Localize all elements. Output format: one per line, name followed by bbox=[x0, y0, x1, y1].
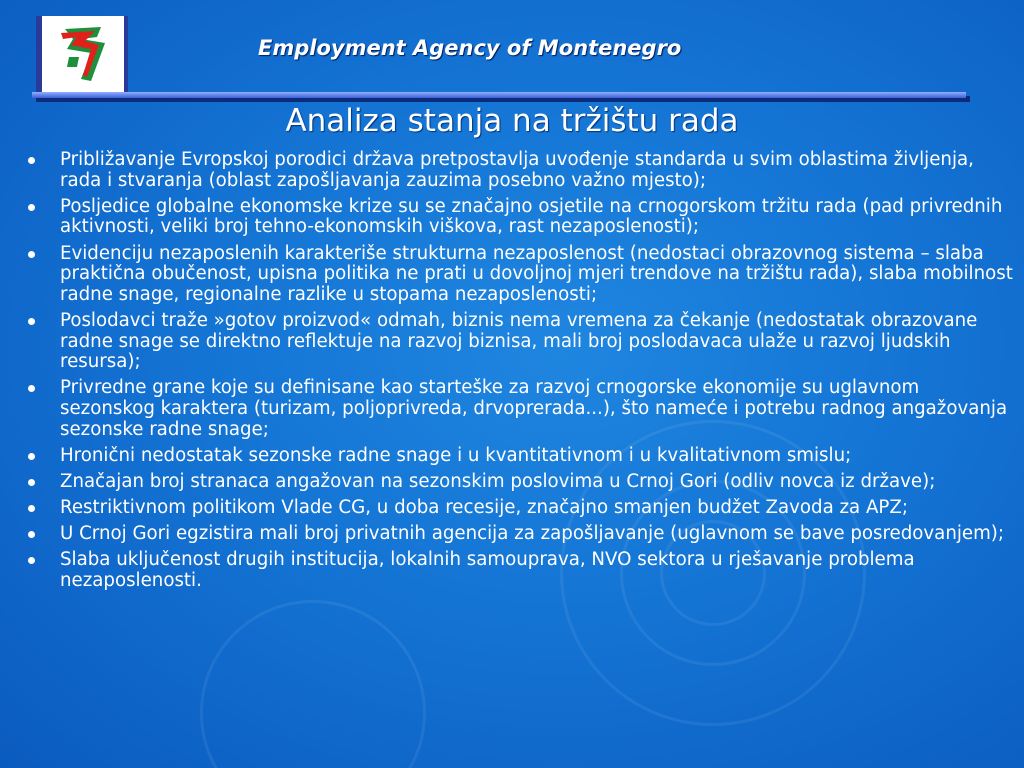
bullet-text: Posljedice globalne ekonomske krize su se značajno osjetile na crnogorskom tržitu rada (pad privrednih aktivnosti, veliki broj tehno-ekonomskih viškova, rast nezaposlenosti); bbox=[60, 195, 1003, 238]
list-item bbox=[24, 446, 1016, 467]
list-item bbox=[24, 524, 1016, 545]
bullet-text: Restriktivnom politikom Vlade CG, u doba recesije, značajno smanjen budžet Zavoda za APZ; bbox=[60, 497, 908, 519]
list-item bbox=[24, 498, 1016, 519]
bullet-text: Privredne grane koje su definisane kao starteške za razvoj crnogorske ekonomije su uglavnom sezonskog karaktera (turizam, poljoprivreda, drvoprerada...), što nameće i potrebu radnog angažovanja sezonske radne snage; bbox=[60, 377, 1008, 440]
list-item bbox=[24, 378, 1016, 440]
bullet-icon bbox=[28, 531, 35, 538]
bullet-icon bbox=[28, 204, 35, 211]
bullet-icon bbox=[28, 557, 35, 564]
list-item bbox=[24, 244, 1016, 306]
bullet-icon bbox=[28, 505, 35, 512]
bullet-icon bbox=[28, 318, 35, 325]
bullet-text: Značajan broj stranaca angažovan na sezonskim poslovima u Crnoj Gori (odliv novca iz države); bbox=[60, 470, 936, 492]
organization-name: Employment Agency of Montenegro bbox=[258, 36, 682, 60]
bullet-text: Približavanje Evropskoj porodici država pretpostavlja uvođenje standarda u svim oblastima življenja, rada i stvaranja (oblast zapošljavanja zauzima posebno važno mjesto); bbox=[60, 149, 974, 191]
bullet-list bbox=[24, 150, 1016, 597]
background-swirl bbox=[200, 600, 426, 768]
agency-logo bbox=[36, 16, 128, 92]
bullet-icon bbox=[28, 479, 35, 486]
bullet-text: Poslodavci traže »gotov proizvod« odmah, biznis nema vremena za čekanje (nedostatak obrazovane radne snage se direktno reflektuje na razvoj biznisa, mali broj poslodavaca ulaže u razvoj ljudskih resursa); bbox=[60, 309, 978, 373]
bullet-text: Hronični nedostatak sezonske radne snage i u kvantitativnom i u kvalitativnom smislu; bbox=[60, 444, 852, 466]
list-item bbox=[24, 311, 1016, 373]
list-item bbox=[24, 197, 1016, 238]
agency-logo-icon bbox=[51, 23, 115, 85]
list-item bbox=[24, 150, 1016, 191]
list-item bbox=[24, 472, 1016, 493]
bullet-text: U Crnoj Gori egzistira mali broj privatnih agencija za zapošljavanje (uglavnom se bave posredovanjem); bbox=[60, 523, 1005, 545]
bullet-icon bbox=[28, 251, 35, 258]
list-item bbox=[24, 550, 1016, 591]
bullet-icon bbox=[28, 157, 35, 164]
bullet-text: Evidenciju nezaposlenih karakteriše strukturna nezaposlenost (nedostaci obrazovnog sistema – slaba praktična obučenost, upisna politika ne prati u dovoljnoj mjeri trendove na tržištu rada), slaba mobilnost radne snage, regionalne razlike u stopama nezaposlenosti; bbox=[60, 242, 1013, 305]
bullet-icon bbox=[28, 453, 35, 460]
slide-title: Analiza stanja na tržištu rada bbox=[285, 103, 739, 139]
bullet-text: Slaba uključenost drugih institucija, lokalnih samouprava, NVO sektora u rješavanje problema nezaposlenosti. bbox=[60, 549, 915, 592]
bullet-icon bbox=[28, 385, 35, 392]
header-divider bbox=[32, 92, 966, 98]
